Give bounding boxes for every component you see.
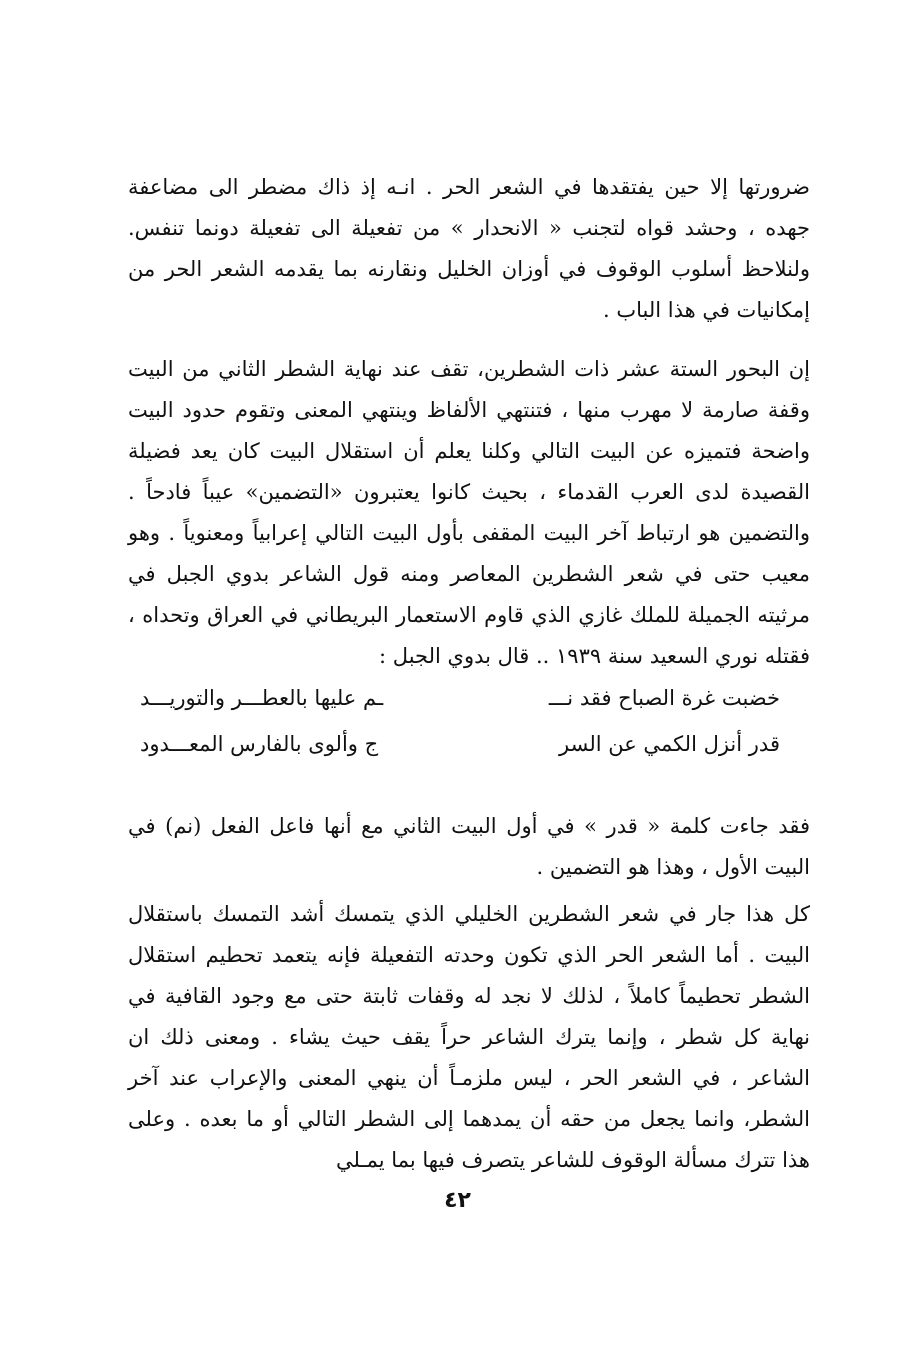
verse-1-second-hemistich: ـم عليها بالعطـــر والتوريـــد <box>140 686 384 710</box>
verse-1-first-hemistich: خضبت غرة الصباح فقد نـــ <box>548 686 780 710</box>
page-number: ٤٢ <box>444 1188 471 1213</box>
poem-verse-2 <box>140 724 780 764</box>
paragraph-2: إن البحور الستة عشر ذات الشطرين، تقف عند نهاية الشطر الثاني من البيت وقفة صارمة لا مهرب منها ، فتنتهي الألفاظ وينتهي المعنى وتقوم حدود البيت واضحة فتميزه عن البيت التالي وكلنا يعلم أن استقلال البيت كان يعد فضيلة القصيدة لدى العرب القدماء ، بحيث كانوا يعتبرون «التضمين» عيباً فادحاً . والتضمين هو ارتباط آخر البيت المقفى بأول البيت التالي إعرابياً ومعنوياً . وهو معيب حتى في شعر الشطرين المعاصر ومنه قول الشاعر بدوي الجبل في مرثيته الجميلة للملك غازي الذي قاوم الاستعمار البريطاني في العراق وتحداه ، فقتله نوري السعيد سنة ١٩٣٩ .. قال بدوي الجبل : <box>128 357 810 668</box>
verse-2-second-hemistich: ج وألوى بالفارس المعـــدود <box>140 732 379 756</box>
verse-2-first-hemistich: قدر أنزل الكمي عن السر <box>559 732 780 756</box>
poem-verse-1 <box>140 678 780 718</box>
paragraph-4: كل هذا جار في شعر الشطرين الخليلي الذي يتمسك أشد التمسك باستقلال البيت . أما الشعر الحر الذي تكون وحدته التفعيلة فإنه يتعمد تحطيم استقلال الشطر تحطيماً كاملاً ، لذلك لا نجد له وقفات ثابتة حتى مع وجود القافية في نهاية كل شطر ، وإنما يترك الشاعر حراً يقف حيث يشاء . ومعنى ذلك ان الشاعر ، في الشعر الحر ، ليس ملزمـاً أن ينهي المعنى والإعراب عند آخر الشطر، وانما يجعل من حقه أن يمدهما إلى الشطر التالي أو ما بعده . وعلى هذا تترك مسألة الوقوف للشاعر يتصرف فيها بما يمـلي <box>128 902 810 1172</box>
paragraph-3: فقد جاءت كلمة « قدر » في أول البيت الثاني مع أنها فاعل الفعل (نم) في البيت الأول ، وهذا هو التضمين . <box>128 814 810 879</box>
paragraph-1: ضرورتها إلا حين يفتقدها في الشعر الحر . انـه إذ ذاك مضطر الى مضاعفة جهده ، وحشد قواه لتجنب « الانحدار » من تفعيلة الى تفعيلة دونما تنفس. ولنلاحظ أسلوب الوقوف في أوزان الخليل ونقارنه بما يقدمه الشعر الحر من إمكانيات في هذا الباب . <box>128 175 810 322</box>
